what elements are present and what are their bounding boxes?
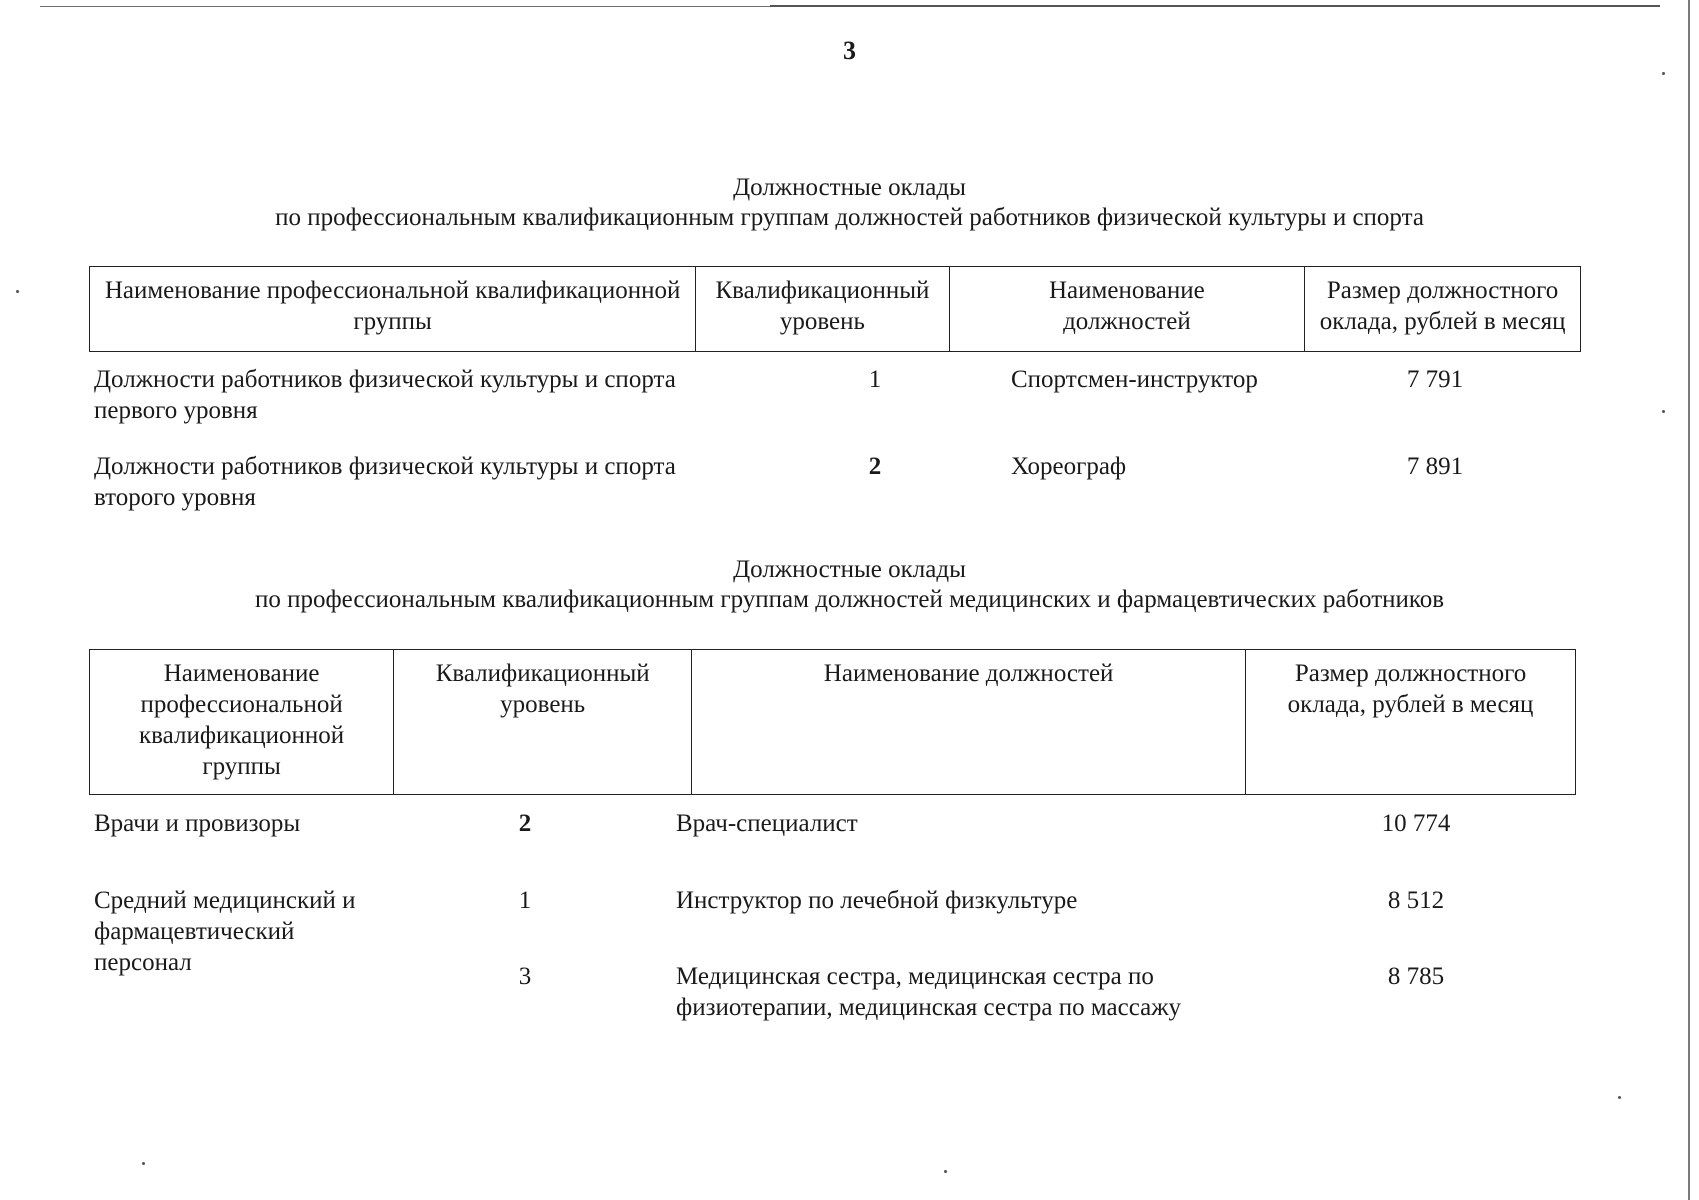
scan-speck <box>944 1170 947 1173</box>
row-group: Средний медицинский и фармацевтический персонал <box>94 887 356 976</box>
header-group: Наименование профессиональной квалификационной группы <box>90 267 696 352</box>
row-level: 1 <box>518 887 532 914</box>
section1-title-line1: Должностные оклады <box>733 174 966 201</box>
section1-title <box>0 173 1699 233</box>
page-number: 3 <box>843 36 856 65</box>
header-position: Наименование должностей <box>949 267 1305 352</box>
scan-top-edge-line <box>770 5 1660 7</box>
header-salary: Размер должностного оклада, рублей в месяц <box>1305 267 1581 352</box>
scan-speck <box>16 290 19 293</box>
section2-header-table <box>89 649 1576 795</box>
row-level: 2 <box>868 453 882 480</box>
row-salary: 7 891 <box>1406 453 1464 480</box>
scan-speck <box>1618 1096 1621 1099</box>
row-level: 1 <box>868 366 882 393</box>
row-position: Врач-специалист <box>676 810 858 837</box>
scan-speck <box>142 1162 145 1165</box>
row-position: Спортсмен-инструктор <box>1011 366 1258 393</box>
section2-title-line2: по профессиональным квалификационным группам должностей медицинских и фармацевтических работников <box>254 586 1445 613</box>
header-position: Наименование должностей <box>692 650 1246 795</box>
row-group: Должности работников физической культуры и спорта первого уровня <box>94 366 676 424</box>
row-salary: 10 774 <box>1381 810 1451 837</box>
row-position: Инструктор по лечебной физкультуре <box>676 887 1078 914</box>
row-level: 2 <box>518 810 532 837</box>
header-group: Наименование профессиональной квалификационной группы <box>90 650 394 795</box>
header-salary: Размер должностного оклада, рублей в месяц <box>1246 650 1576 795</box>
header-level: Квалификационный уровень <box>696 267 949 352</box>
row-position: Хореограф <box>1011 453 1127 480</box>
row-salary: 8 785 <box>1387 963 1445 990</box>
row-position: Медицинская сестра, медицинская сестра по физиотерапии, медицинская сестра по массажу <box>676 963 1181 1021</box>
row-salary: 8 512 <box>1387 887 1445 914</box>
row-group: Должности работников физической культуры и спорта второго уровня <box>94 453 676 511</box>
section1-header-table <box>89 266 1581 352</box>
row-level: 3 <box>518 963 532 990</box>
row-salary: 7 791 <box>1406 366 1464 393</box>
scan-speck <box>1662 72 1665 75</box>
section2-title-line1: Должностные оклады <box>733 556 966 583</box>
header-level: Квалификационный уровень <box>394 650 692 795</box>
scan-speck <box>1662 410 1665 413</box>
row-group: Врачи и провизоры <box>94 810 301 837</box>
section2-title <box>0 555 1699 615</box>
section1-title-line2: по профессиональным квалификационным группам должностей работников физической культуры и спорта <box>275 204 1424 231</box>
